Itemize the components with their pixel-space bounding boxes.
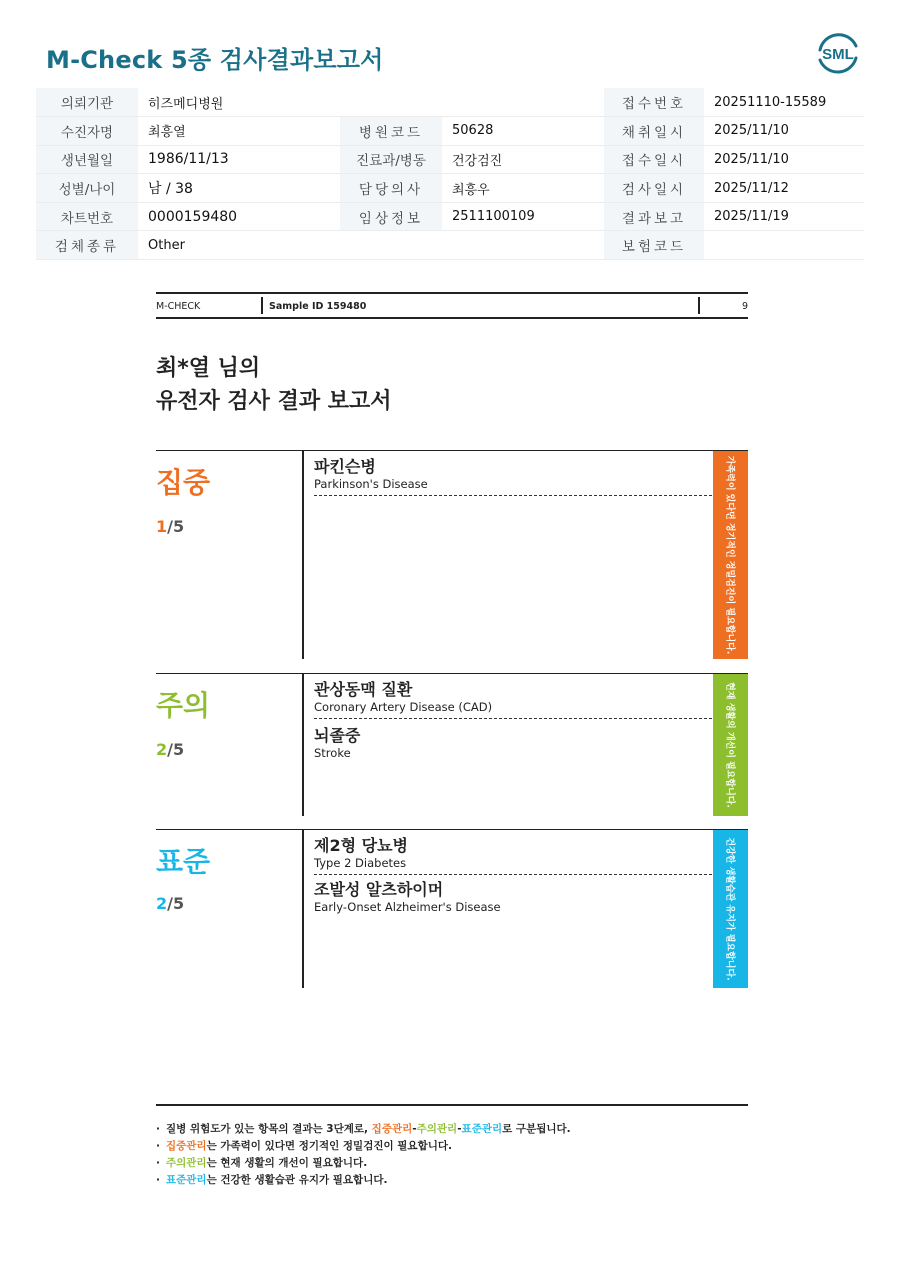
info-row <box>36 145 864 174</box>
birth-value: 1986/11/13 <box>138 145 340 174</box>
note-item: · 질병 위험도가 있는 항목의 결과는 3단계로, 집중관리-주의관리-표준관리로 구분됩니다. <box>156 1121 571 1138</box>
dashed-separator <box>314 874 712 875</box>
section-focus-title: 집중 <box>156 466 211 499</box>
clinical-info-label: 임상정보 <box>340 202 442 231</box>
focus-advice-bar: 가족력이 있다면 정기적인 정밀검진이 필요합니다. <box>713 451 748 659</box>
hospital-code-value: 50628 <box>442 117 604 146</box>
disease-item: 파킨슨병 Parkinson's Disease <box>314 457 428 491</box>
section-caution <box>156 673 748 816</box>
section-standard <box>156 829 748 988</box>
insurance-code-value <box>704 231 864 260</box>
specimen-value: Other <box>138 231 340 260</box>
test-date-label: 검사일시 <box>604 174 704 203</box>
sml-logo-icon <box>812 28 864 78</box>
greeting-name: 최*열 님의 <box>156 356 261 381</box>
sex-age-value: 남 / 38 <box>138 174 340 203</box>
note-item: · 표준관리는 건강한 생활습관 유지가 필요합니다. <box>156 1172 571 1189</box>
dept-label: 진료과/병동 <box>340 145 442 174</box>
receipt-date-value: 2025/11/10 <box>704 145 864 174</box>
test-date-value: 2025/11/12 <box>704 174 864 203</box>
section-caution-count: 2/5 <box>156 740 185 759</box>
disease-item: 제2형 당뇨병 Type 2 Diabetes <box>314 836 408 870</box>
info-row <box>36 88 864 117</box>
footer-divider <box>156 1104 748 1106</box>
dashed-separator <box>314 718 712 719</box>
sex-age-label: 성별/나이 <box>36 174 138 203</box>
info-row <box>36 117 864 146</box>
disease-item: 관상동맥 질환 Coronary Artery Disease (CAD) <box>314 680 493 714</box>
collect-date-value: 2025/11/10 <box>704 117 864 146</box>
receipt-date-label: 접수일시 <box>604 145 704 174</box>
page-header-strip <box>156 292 748 319</box>
section-divider <box>302 451 304 659</box>
note-item: · 집중관리는 가족력이 있다면 정기적인 정밀검진이 필요합니다. <box>156 1138 571 1155</box>
logo-text: SML <box>822 46 854 63</box>
page-number: 9 <box>741 301 748 312</box>
note-item: · 주의관리는 현재 생활의 개선이 필요합니다. <box>156 1155 571 1172</box>
receipt-no-value: 20251110-15589 <box>704 88 864 117</box>
insurance-code-label: 보험코드 <box>604 231 704 260</box>
caution-advice-bar: 현재 생활의 개선이 필요합니다. <box>713 674 748 816</box>
doctor-value: 최흥우 <box>442 174 604 203</box>
section-divider <box>302 674 304 816</box>
strip-divider <box>698 297 700 314</box>
info-row <box>36 202 864 231</box>
report-date-value: 2025/11/19 <box>704 202 864 231</box>
report-title: M-Check 5종 검사결과보고서 <box>46 46 384 74</box>
patient-value: 최흥열 <box>138 117 340 146</box>
doctor-label: 담당의사 <box>340 174 442 203</box>
dashed-separator <box>314 495 712 496</box>
chart-no-label: 차트번호 <box>36 202 138 231</box>
section-focus-count: 1/5 <box>156 517 185 536</box>
specimen-label: 검체종류 <box>36 231 138 260</box>
report-date-label: 결과보고 <box>604 202 704 231</box>
collect-date-label: 채취일시 <box>604 117 704 146</box>
chart-no-value: 0000159480 <box>138 202 340 231</box>
hospital-code-label: 병원코드 <box>340 117 442 146</box>
info-row <box>36 231 864 260</box>
dept-value: 건강검진 <box>442 145 604 174</box>
section-standard-title: 표준 <box>156 845 211 878</box>
section-standard-count: 2/5 <box>156 894 185 913</box>
report-greeting <box>156 352 392 418</box>
standard-advice-bar: 건강한 생활습관 유지가 필요합니다. <box>713 830 748 988</box>
disease-item: 뇌졸중 Stroke <box>314 726 361 760</box>
section-caution-title: 주의 <box>156 689 211 722</box>
greeting-title: 유전자 검사 결과 보고서 <box>156 389 392 414</box>
birth-label: 생년월일 <box>36 145 138 174</box>
section-focus <box>156 450 748 660</box>
brand-label: M-CHECK <box>156 301 201 312</box>
patient-label: 수진자명 <box>36 117 138 146</box>
sample-id: Sample ID 159480 <box>261 297 366 314</box>
receipt-no-label: 접수번호 <box>604 88 704 117</box>
disease-item: 조발성 알츠하이머 Early-Onset Alzheimer's Disease <box>314 880 501 914</box>
clinical-info-value: 2511100109 <box>442 202 604 231</box>
institution-value: 히즈메디병원 <box>138 88 340 117</box>
institution-label: 의뢰기관 <box>36 88 138 117</box>
section-divider <box>302 830 304 988</box>
patient-info-table <box>36 88 864 260</box>
info-row <box>36 174 864 203</box>
footer-notes <box>156 1121 571 1189</box>
